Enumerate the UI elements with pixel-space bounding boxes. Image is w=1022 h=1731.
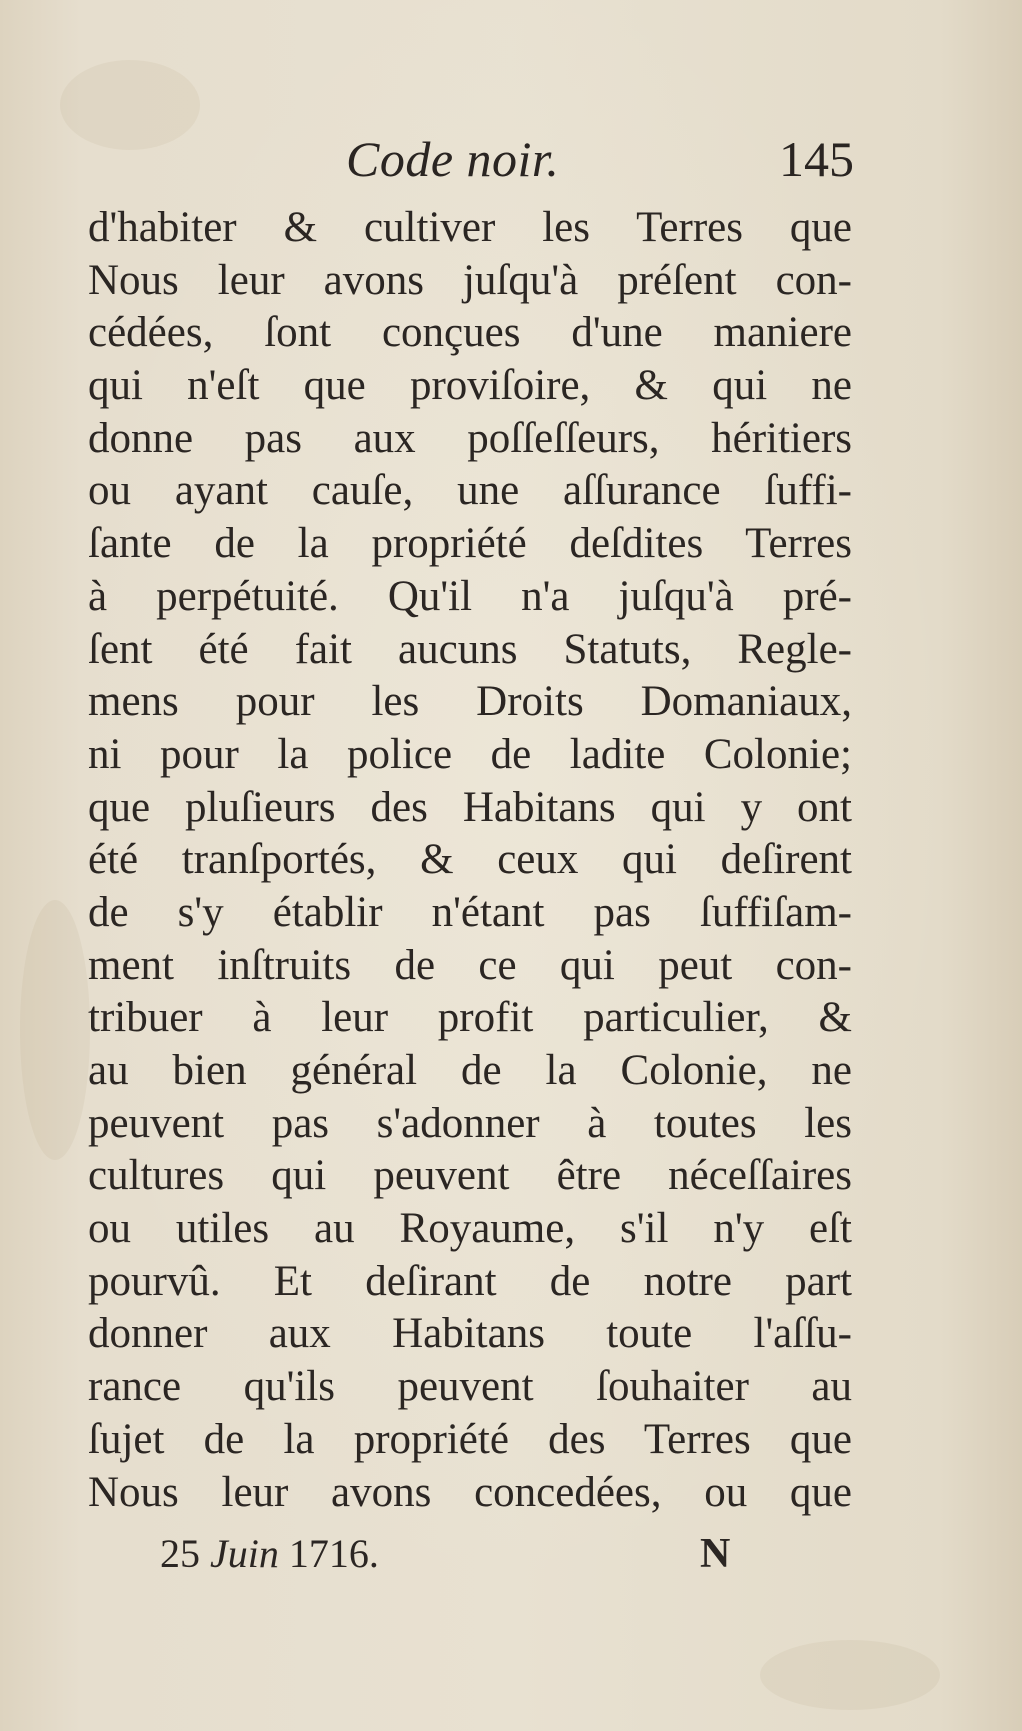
text-line: rance qu'ils peuvent ſouhaiter au [88,1363,852,1411]
text-line: tribuer à leur profit particulier, & [88,994,852,1042]
text-line: Nous leur avons concedées, ou que [88,1468,852,1516]
page-footer [160,1530,760,1590]
text-line: que pluſieurs des Habitans qui y ont [88,783,852,831]
running-title: Code noir. [346,131,560,187]
text-line: Nous leur avons juſqu'à préſent con- [88,256,852,304]
paper-stain [760,1640,940,1710]
text-line: ſujet de la propriété des Terres que [88,1415,852,1463]
date-year: 1716. [288,1531,379,1576]
text-line: pourvû. Et deſirant de notre part [88,1257,852,1305]
paper-stain [20,900,90,1160]
text-line: ou ayant cauſe, une aſſurance ſuffi- [88,467,852,515]
text-line: donne pas aux poſſeſſeurs, héritiers [88,414,852,462]
text-line: ſante de la propriété deſdites Terres [88,520,852,568]
text-line: mens pour les Droits Domaniaux, [88,678,852,726]
text-line: cédées, ſont conçues d'une maniere [88,309,852,357]
text-line: de s'y établir n'étant pas ſuffiſam- [88,888,852,936]
signature-mark: N [700,1531,731,1577]
text-line: d'habiter & cultiver les Terres que [88,204,852,251]
text-line: donner aux Habitans toute l'aſſu- [88,1310,852,1358]
text-line: ſent été fait aucuns Statuts, Regle- [88,625,852,673]
body-text [88,202,852,1519]
text-line: été tranſportés, & ceux qui deſirent [88,836,852,884]
text-line: au bien général de la Colonie, ne [88,1047,852,1094]
text-line: ou utiles au Royaume, s'il n'y eſt [88,1205,852,1253]
date-month: Juin [210,1531,279,1576]
page-number: 145 [779,131,854,187]
running-head [90,130,860,200]
footer-date [160,1530,379,1577]
date-day: 25 [160,1531,200,1576]
text-line: ni pour la police de ladite Colonie; [88,730,852,778]
text-line: cultures qui peuvent être néceſſaires [88,1152,852,1200]
text-line: peuvent pas s'adonner à toutes les [88,1099,852,1147]
text-line: ment inſtruits de ce qui peut con- [88,941,852,989]
text-line: qui n'eſt que proviſoire, & qui ne [88,362,852,410]
text-line: à perpétuité. Qu'il n'a juſqu'à pré- [88,572,852,620]
